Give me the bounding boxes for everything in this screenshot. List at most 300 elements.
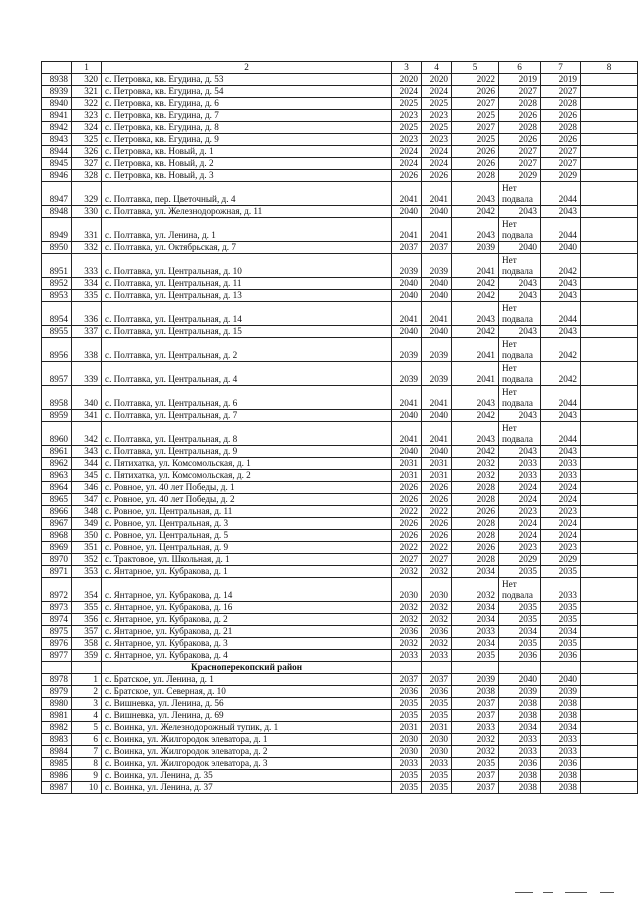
- year-col-3-cell: 2039: [392, 338, 422, 362]
- year-col-6-cell: 2035: [499, 602, 541, 614]
- table-row: [42, 518, 638, 530]
- year-col-3-cell: 2041: [392, 218, 422, 242]
- year-col-6-cell: 2028: [499, 122, 541, 134]
- year-col-3-cell: 2031: [392, 470, 422, 482]
- year-col-7-cell: 2034: [541, 626, 581, 638]
- address-cell: с. Петровка, кв. Новый, д. 1: [102, 146, 392, 158]
- year-col-3-cell: 2031: [392, 458, 422, 470]
- table-row: [42, 734, 638, 746]
- sub-number-cell: 351: [72, 542, 102, 554]
- year-col-4-cell: 2027: [422, 554, 452, 566]
- year-col-3-cell: 2041: [392, 386, 422, 410]
- empty-cell: [581, 662, 638, 674]
- section-title: Красноперекопский район: [102, 662, 392, 674]
- row-number-cell: 8983: [42, 734, 72, 746]
- year-col-6-cell: Нет подвала: [499, 302, 541, 326]
- year-col-6-cell: 2033: [499, 746, 541, 758]
- table-row: [42, 98, 638, 110]
- year-col-7-cell: 2038: [541, 770, 581, 782]
- table-row: [42, 506, 638, 518]
- year-col-7-cell: 2033: [541, 470, 581, 482]
- year-col-7-cell: 2035: [541, 602, 581, 614]
- year-col-3-cell: 2041: [392, 302, 422, 326]
- col-8-cell: [581, 542, 638, 554]
- address-cell: с. Ровное, ул. 40 лет Победы, д. 2: [102, 494, 392, 506]
- year-col-6-cell: 2028: [499, 98, 541, 110]
- col-8-cell: [581, 482, 638, 494]
- year-col-5-cell: 2028: [452, 170, 499, 182]
- year-col-6-cell: 2043: [499, 446, 541, 458]
- scan-artifact: [543, 892, 553, 893]
- year-col-6-cell: 2038: [499, 710, 541, 722]
- year-col-3-cell: 2040: [392, 290, 422, 302]
- col-8-cell: [581, 110, 638, 122]
- year-col-6-cell: Нет подвала: [499, 422, 541, 446]
- row-number-cell: 8956: [42, 338, 72, 362]
- year-col-6-cell: 2027: [499, 86, 541, 98]
- col-8-cell: [581, 158, 638, 170]
- col-8-cell: [581, 614, 638, 626]
- year-col-6-cell: 2043: [499, 326, 541, 338]
- address-cell: с. Ровное, ул. Центральная, д. 11: [102, 506, 392, 518]
- year-col-7-cell: 2040: [541, 674, 581, 686]
- col-8-cell: [581, 530, 638, 542]
- year-col-3-cell: 2026: [392, 494, 422, 506]
- year-col-7-cell: 2028: [541, 98, 581, 110]
- header-cell: 6: [499, 62, 541, 74]
- row-number-cell: 8985: [42, 758, 72, 770]
- row-number-cell: 8978: [42, 674, 72, 686]
- year-col-7-cell: 2024: [541, 518, 581, 530]
- table-row: [42, 614, 638, 626]
- year-col-5-cell: 2026: [452, 86, 499, 98]
- table-row: [42, 770, 638, 782]
- year-col-4-cell: 2025: [422, 98, 452, 110]
- col-8-cell: [581, 698, 638, 710]
- year-col-3-cell: 2027: [392, 554, 422, 566]
- sub-number-cell: 322: [72, 98, 102, 110]
- row-number-cell: 8940: [42, 98, 72, 110]
- empty-cell: [452, 662, 499, 674]
- address-cell: с. Трактовое, ул. Школьная, д. 1: [102, 554, 392, 566]
- year-col-5-cell: 2042: [452, 278, 499, 290]
- sub-number-cell: 330: [72, 206, 102, 218]
- year-col-7-cell: 2023: [541, 542, 581, 554]
- year-col-6-cell: 2036: [499, 758, 541, 770]
- year-col-3-cell: 2030: [392, 734, 422, 746]
- address-cell: с. Петровка, кв. Егудина, д. 7: [102, 110, 392, 122]
- year-col-7-cell: 2027: [541, 158, 581, 170]
- table-row: [42, 650, 638, 662]
- address-cell: с. Пятихатка, ул. Комсомольская, д. 2: [102, 470, 392, 482]
- year-col-5-cell: 2032: [452, 734, 499, 746]
- table-row: [42, 254, 638, 278]
- year-col-3-cell: 2023: [392, 134, 422, 146]
- year-col-5-cell: 2039: [452, 674, 499, 686]
- sub-number-cell: 346: [72, 482, 102, 494]
- year-col-3-cell: 2031: [392, 722, 422, 734]
- year-col-4-cell: 2039: [422, 338, 452, 362]
- header-cell: [42, 62, 72, 74]
- year-col-4-cell: 2037: [422, 674, 452, 686]
- year-col-6-cell: Нет подвала: [499, 578, 541, 602]
- address-cell: с. Полтавка, ул. Центральная, д. 9: [102, 446, 392, 458]
- table-row: [42, 218, 638, 242]
- col-8-cell: [581, 86, 638, 98]
- sub-number-cell: 342: [72, 422, 102, 446]
- year-col-4-cell: 2035: [422, 782, 452, 794]
- year-col-7-cell: 2024: [541, 494, 581, 506]
- col-8-cell: [581, 554, 638, 566]
- address-cell: с. Полтавка, ул. Центральная, д. 15: [102, 326, 392, 338]
- year-col-7-cell: 2036: [541, 758, 581, 770]
- address-cell: с. Полтавка, ул. Центральная, д. 8: [102, 422, 392, 446]
- address-cell: с. Полтавка, ул. Центральная, д. 14: [102, 302, 392, 326]
- year-col-5-cell: 2034: [452, 566, 499, 578]
- year-col-5-cell: 2032: [452, 578, 499, 602]
- table-row: [42, 554, 638, 566]
- year-col-7-cell: 2044: [541, 182, 581, 206]
- year-col-3-cell: 2033: [392, 758, 422, 770]
- col-8-cell: [581, 566, 638, 578]
- col-8-cell: [581, 470, 638, 482]
- sub-number-cell: 4: [72, 710, 102, 722]
- row-number-cell: 8949: [42, 218, 72, 242]
- year-col-5-cell: 2034: [452, 602, 499, 614]
- year-col-4-cell: 2032: [422, 566, 452, 578]
- col-8-cell: [581, 674, 638, 686]
- year-col-5-cell: 2026: [452, 146, 499, 158]
- table-row: [42, 602, 638, 614]
- header-row: [42, 62, 638, 74]
- year-col-6-cell: 2038: [499, 770, 541, 782]
- year-col-6-cell: Нет подвала: [499, 386, 541, 410]
- year-col-6-cell: 2043: [499, 410, 541, 422]
- year-col-5-cell: 2041: [452, 254, 499, 278]
- year-col-6-cell: 2034: [499, 722, 541, 734]
- table-row: [42, 146, 638, 158]
- year-col-3-cell: 2040: [392, 410, 422, 422]
- address-cell: с. Вишневка, ул. Ленина, д. 56: [102, 698, 392, 710]
- year-col-3-cell: 2025: [392, 98, 422, 110]
- year-col-3-cell: 2039: [392, 362, 422, 386]
- year-col-6-cell: 2026: [499, 134, 541, 146]
- year-col-6-cell: 2023: [499, 506, 541, 518]
- year-col-3-cell: 2039: [392, 254, 422, 278]
- table-row: [42, 782, 638, 794]
- row-number-cell: 8962: [42, 458, 72, 470]
- row-number-cell: 8979: [42, 686, 72, 698]
- col-8-cell: [581, 650, 638, 662]
- year-col-4-cell: 2032: [422, 638, 452, 650]
- year-col-5-cell: 2028: [452, 494, 499, 506]
- year-col-6-cell: 2029: [499, 170, 541, 182]
- year-col-5-cell: 2042: [452, 446, 499, 458]
- col-8-cell: [581, 446, 638, 458]
- year-col-7-cell: 2044: [541, 422, 581, 446]
- year-col-6-cell: Нет подвала: [499, 254, 541, 278]
- year-col-6-cell: 2035: [499, 566, 541, 578]
- sub-number-cell: 1: [72, 674, 102, 686]
- year-col-4-cell: 2036: [422, 686, 452, 698]
- year-col-7-cell: 2029: [541, 170, 581, 182]
- year-col-4-cell: 2041: [422, 218, 452, 242]
- row-number-cell: 8963: [42, 470, 72, 482]
- year-col-4-cell: 2031: [422, 470, 452, 482]
- year-col-5-cell: 2033: [452, 722, 499, 734]
- sub-number-cell: 340: [72, 386, 102, 410]
- year-col-3-cell: 2032: [392, 602, 422, 614]
- year-col-4-cell: 2040: [422, 410, 452, 422]
- row-number-cell: 8970: [42, 554, 72, 566]
- sub-number-cell: 341: [72, 410, 102, 422]
- year-col-7-cell: 2044: [541, 386, 581, 410]
- address-cell: с. Петровка, кв. Егудина, д. 54: [102, 86, 392, 98]
- sub-number-cell: 327: [72, 158, 102, 170]
- year-col-5-cell: 2028: [452, 482, 499, 494]
- address-cell: с. Петровка, кв. Егудина, д. 8: [102, 122, 392, 134]
- address-cell: с. Янтарное, ул. Кубракова, д. 2: [102, 614, 392, 626]
- year-col-4-cell: 2040: [422, 206, 452, 218]
- col-8-cell: [581, 206, 638, 218]
- table-row: [42, 362, 638, 386]
- year-col-4-cell: 2041: [422, 182, 452, 206]
- year-col-4-cell: 2030: [422, 578, 452, 602]
- address-cell: с. Янтарное, ул. Кубракова, д. 16: [102, 602, 392, 614]
- sub-number-cell: 356: [72, 614, 102, 626]
- sub-number-cell: 328: [72, 170, 102, 182]
- year-col-7-cell: 2038: [541, 710, 581, 722]
- year-col-3-cell: 2035: [392, 770, 422, 782]
- sub-number-cell: 323: [72, 110, 102, 122]
- year-col-7-cell: 2033: [541, 458, 581, 470]
- year-col-7-cell: 2033: [541, 734, 581, 746]
- year-col-5-cell: 2032: [452, 470, 499, 482]
- row-number-cell: 8945: [42, 158, 72, 170]
- row-number-cell: 8941: [42, 110, 72, 122]
- address-cell: с. Полтавка, ул. Центральная, д. 13: [102, 290, 392, 302]
- year-col-3-cell: 2036: [392, 686, 422, 698]
- row-number-cell: 8984: [42, 746, 72, 758]
- year-col-6-cell: 2024: [499, 518, 541, 530]
- year-col-7-cell: 2043: [541, 206, 581, 218]
- col-8-cell: [581, 626, 638, 638]
- year-col-3-cell: 2026: [392, 530, 422, 542]
- table-row: [42, 290, 638, 302]
- year-col-4-cell: 2026: [422, 494, 452, 506]
- year-col-6-cell: 2027: [499, 146, 541, 158]
- year-col-4-cell: 2033: [422, 650, 452, 662]
- sub-number-cell: 339: [72, 362, 102, 386]
- table-row: [42, 698, 638, 710]
- year-col-5-cell: 2041: [452, 362, 499, 386]
- row-number-cell: 8980: [42, 698, 72, 710]
- year-col-6-cell: 2040: [499, 674, 541, 686]
- row-number-cell: 8961: [42, 446, 72, 458]
- sub-number-cell: 337: [72, 326, 102, 338]
- year-col-4-cell: 2032: [422, 602, 452, 614]
- header-cell: 7: [541, 62, 581, 74]
- table-row: [42, 758, 638, 770]
- year-col-7-cell: 2033: [541, 578, 581, 602]
- sub-number-cell: 8: [72, 758, 102, 770]
- year-col-5-cell: 2038: [452, 686, 499, 698]
- sub-number-cell: 320: [72, 74, 102, 86]
- address-cell: с. Воинка, ул. Железнодорожный тупик, д. 1: [102, 722, 392, 734]
- sub-number-cell: 9: [72, 770, 102, 782]
- col-8-cell: [581, 602, 638, 614]
- year-col-3-cell: 2033: [392, 650, 422, 662]
- col-8-cell: [581, 218, 638, 242]
- row-number-cell: 8972: [42, 578, 72, 602]
- address-cell: с. Полтавка, пер. Цветочный, д. 4: [102, 182, 392, 206]
- row-number-cell: 8957: [42, 362, 72, 386]
- table-row: [42, 446, 638, 458]
- table-row: [42, 530, 638, 542]
- year-col-6-cell: 2043: [499, 278, 541, 290]
- row-number-cell: 8953: [42, 290, 72, 302]
- row-number-cell: 8952: [42, 278, 72, 290]
- row-number-cell: 8959: [42, 410, 72, 422]
- year-col-6-cell: 2019: [499, 74, 541, 86]
- year-col-3-cell: 2024: [392, 158, 422, 170]
- year-col-4-cell: 2040: [422, 326, 452, 338]
- year-col-4-cell: 2040: [422, 290, 452, 302]
- address-cell: с. Братское, ул. Ленина, д. 1: [102, 674, 392, 686]
- year-col-7-cell: 2024: [541, 482, 581, 494]
- table-row: [42, 170, 638, 182]
- table-row: [42, 458, 638, 470]
- row-number-cell: 8973: [42, 602, 72, 614]
- row-number-cell: 8942: [42, 122, 72, 134]
- year-col-7-cell: 2038: [541, 782, 581, 794]
- year-col-6-cell: 2024: [499, 482, 541, 494]
- col-8-cell: [581, 170, 638, 182]
- table-row: [42, 242, 638, 254]
- sub-number-cell: 357: [72, 626, 102, 638]
- sub-number-cell: 352: [72, 554, 102, 566]
- row-number-cell: 8987: [42, 782, 72, 794]
- header-cell: 8: [581, 62, 638, 74]
- sub-number-cell: 2: [72, 686, 102, 698]
- year-col-4-cell: 2035: [422, 770, 452, 782]
- address-cell: с. Воинка, ул. Жилгородок элеватора, д. 2: [102, 746, 392, 758]
- year-col-5-cell: 2026: [452, 506, 499, 518]
- header-cell: 4: [422, 62, 452, 74]
- col-8-cell: [581, 494, 638, 506]
- document-sheet: [41, 61, 638, 794]
- year-col-3-cell: 2026: [392, 170, 422, 182]
- year-col-6-cell: 2027: [499, 158, 541, 170]
- year-col-4-cell: 2023: [422, 110, 452, 122]
- year-col-4-cell: 2041: [422, 386, 452, 410]
- year-col-6-cell: 2035: [499, 638, 541, 650]
- year-col-7-cell: 2029: [541, 554, 581, 566]
- table-row: [42, 746, 638, 758]
- sub-number-cell: 347: [72, 494, 102, 506]
- col-8-cell: [581, 422, 638, 446]
- year-col-4-cell: 2036: [422, 626, 452, 638]
- table-row: [42, 338, 638, 362]
- col-8-cell: [581, 746, 638, 758]
- sub-number-cell: 332: [72, 242, 102, 254]
- year-col-5-cell: 2041: [452, 338, 499, 362]
- year-col-7-cell: 2043: [541, 410, 581, 422]
- year-col-4-cell: 2024: [422, 158, 452, 170]
- year-col-5-cell: 2028: [452, 530, 499, 542]
- col-8-cell: [581, 758, 638, 770]
- year-col-5-cell: 2022: [452, 74, 499, 86]
- year-col-4-cell: 2031: [422, 458, 452, 470]
- year-col-4-cell: 2026: [422, 170, 452, 182]
- row-number-cell: 8944: [42, 146, 72, 158]
- header-cell: 1: [72, 62, 102, 74]
- empty-cell: [72, 662, 102, 674]
- sub-number-cell: 331: [72, 218, 102, 242]
- col-8-cell: [581, 710, 638, 722]
- address-cell: с. Ровное, ул. 40 лет Победы, д. 1: [102, 482, 392, 494]
- sub-number-cell: 10: [72, 782, 102, 794]
- year-col-5-cell: 2032: [452, 458, 499, 470]
- year-col-7-cell: 2035: [541, 638, 581, 650]
- row-number-cell: 8946: [42, 170, 72, 182]
- year-col-7-cell: 2026: [541, 110, 581, 122]
- year-col-4-cell: 2022: [422, 542, 452, 554]
- year-col-4-cell: 2026: [422, 530, 452, 542]
- year-col-3-cell: 2023: [392, 110, 422, 122]
- row-number-cell: 8958: [42, 386, 72, 410]
- header-cell: 2: [102, 62, 392, 74]
- sub-number-cell: 321: [72, 86, 102, 98]
- row-number-cell: 8950: [42, 242, 72, 254]
- sub-number-cell: 358: [72, 638, 102, 650]
- year-col-7-cell: 2039: [541, 686, 581, 698]
- year-col-6-cell: 2029: [499, 554, 541, 566]
- address-cell: с. Воинка, ул. Жилгородок элеватора, д. 3: [102, 758, 392, 770]
- sub-number-cell: 355: [72, 602, 102, 614]
- year-col-7-cell: 2044: [541, 302, 581, 326]
- address-cell: с. Полтавка, ул. Ленина, д. 1: [102, 218, 392, 242]
- year-col-5-cell: 2043: [452, 182, 499, 206]
- table-row: [42, 722, 638, 734]
- year-col-7-cell: 2043: [541, 326, 581, 338]
- table-row: [42, 410, 638, 422]
- year-col-4-cell: 2037: [422, 242, 452, 254]
- table-row: [42, 542, 638, 554]
- col-8-cell: [581, 386, 638, 410]
- address-cell: с. Полтавка, ул. Железнодорожная, д. 11: [102, 206, 392, 218]
- sub-number-cell: 353: [72, 566, 102, 578]
- year-col-5-cell: 2028: [452, 518, 499, 530]
- address-cell: с. Петровка, кв. Егудина, д. 6: [102, 98, 392, 110]
- year-col-7-cell: 2043: [541, 278, 581, 290]
- col-8-cell: [581, 122, 638, 134]
- year-col-5-cell: 2042: [452, 326, 499, 338]
- col-8-cell: [581, 254, 638, 278]
- year-col-6-cell: 2033: [499, 470, 541, 482]
- address-cell: с. Полтавка, ул. Октябрьская, д. 7: [102, 242, 392, 254]
- year-col-6-cell: 2033: [499, 734, 541, 746]
- header-cell: 5: [452, 62, 499, 74]
- year-col-4-cell: 2026: [422, 482, 452, 494]
- address-cell: с. Петровка, кв. Егудина, д. 9: [102, 134, 392, 146]
- row-number-cell: 8967: [42, 518, 72, 530]
- year-col-4-cell: 2041: [422, 302, 452, 326]
- year-col-7-cell: 2035: [541, 566, 581, 578]
- year-col-4-cell: 2023: [422, 134, 452, 146]
- address-cell: с. Воинка, ул. Ленина, д. 35: [102, 770, 392, 782]
- year-col-7-cell: 2038: [541, 698, 581, 710]
